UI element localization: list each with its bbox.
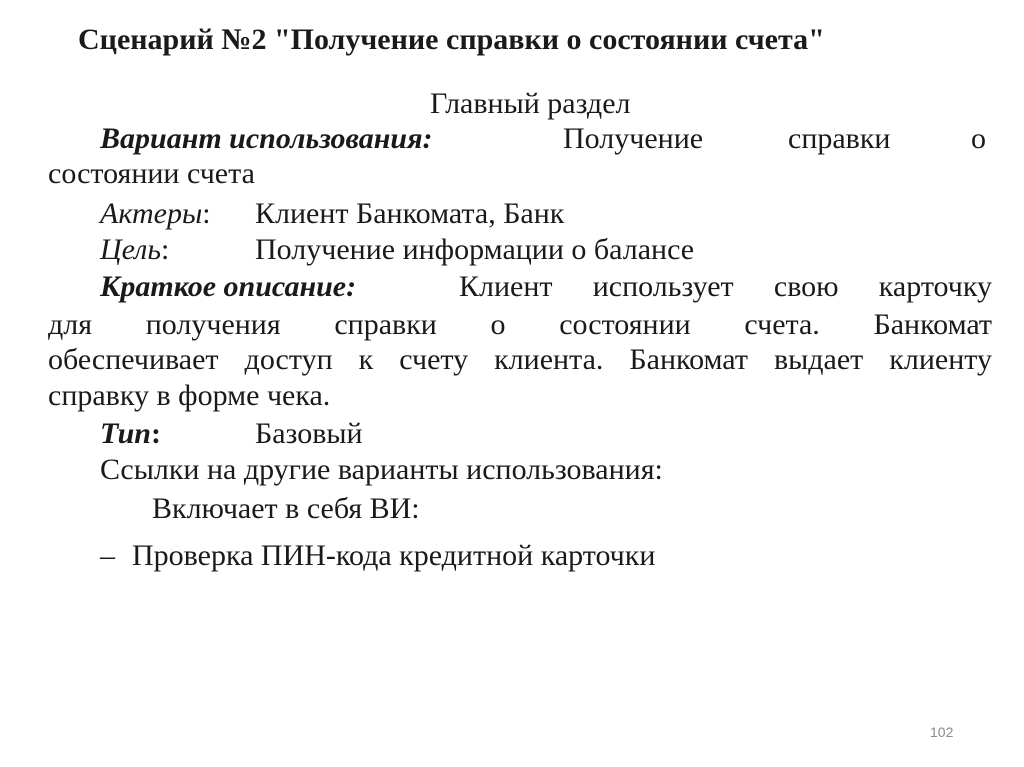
use-case-word-2: справки: [788, 122, 891, 155]
page-number: 102: [930, 724, 954, 740]
actors-label-text: Актеры: [100, 197, 203, 230]
bullet-dash: –: [100, 539, 115, 572]
use-case-label-text: Вариант использования:: [100, 122, 433, 155]
description-line-4: справку в форме чека.: [48, 379, 331, 412]
description-line-1: Клиент использует свою карточку: [459, 270, 992, 303]
use-case-word-1: Получение: [563, 122, 704, 155]
section-heading: Главный раздел: [430, 87, 631, 120]
goal-value: Получение информации о балансе: [255, 233, 695, 266]
description-line-3: обеспечивает доступ к счету клиента. Банкомат выдает клиенту: [48, 343, 992, 376]
goal-label-text: Цель: [100, 233, 161, 266]
description-line-2: для получения справки о состоянии счета. Банкомат: [48, 308, 992, 341]
reference-item: [100, 538, 655, 573]
actors-label: [100, 196, 211, 231]
type-value: Базовый: [255, 417, 363, 450]
references-heading: Ссылки на другие варианты использования:: [100, 453, 663, 486]
includes-label: Включает в себя ВИ:: [152, 492, 420, 525]
goal-colon: :: [160, 233, 170, 266]
type-colon: :: [150, 417, 161, 450]
description-label-text: Краткое описание:: [100, 270, 357, 303]
reference-item-text: Проверка ПИН-кода кредитной карточки: [132, 539, 656, 572]
actors-value: Клиент Банкомата, Банк: [255, 197, 565, 230]
use-case-label: [100, 121, 433, 156]
use-case-word-3: о: [971, 122, 986, 155]
page-title: Сценарий №2 "Получение справки о состоянии счета": [78, 23, 825, 56]
description-label: [100, 269, 356, 304]
use-case-value-cont: состоянии счета: [48, 157, 255, 190]
type-label-text: Тип: [100, 417, 151, 450]
actors-colon: :: [202, 197, 211, 230]
type-label: [100, 416, 161, 451]
goal-label: [100, 232, 169, 267]
